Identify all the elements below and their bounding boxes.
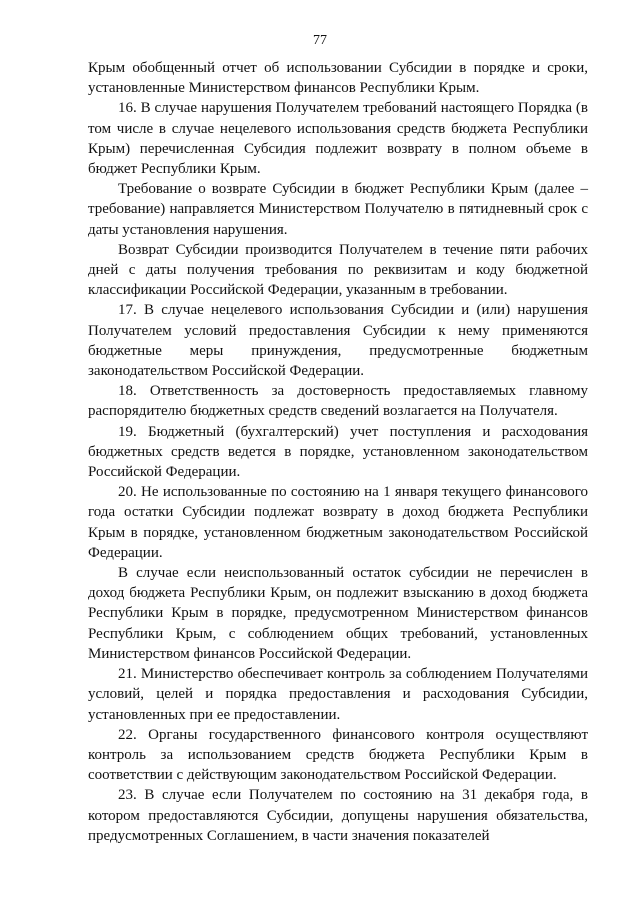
document-body [88,58,588,846]
paragraph-23: 23. В случае если Получателем по состоянию на 31 декабря года, в котором предоставляются Субсидии, допущены нарушения обязательства, предусмотренных Соглашением, в части значения показателей [88,787,588,844]
paragraph-20: 20. Не использованные по состоянию на 1 января текущего финансового года остатки Субсидии подлежат возврату в доход бюджета Республики Крым в порядке, установленном бюджетным законодательством Российской Федерации. [88,484,588,561]
paragraph-16-demand: Требование о возврате Субсидии в бюджет Республики Крым (далее – требование) направляется Министерством Получателю в пятидневный срок с даты установления нарушения. [88,181,588,238]
paragraph-20-unspent: В случае если неиспользованный остаток субсидии не перечислен в доход бюджета Республики Крым, он подлежит взысканию в доход бюджета Республики Крым в порядке, предусмотренном Министерством финансов Республики Крым, с соблюдением общих требований, установленных Министерством финансов Российской Федерации. [88,565,588,662]
paragraph-16-return: Возврат Субсидии производится Получателем в течение пяти рабочих дней с даты получения требования по реквизитам и коду бюджетной классификации Российской Федерации, указанным в требовании. [88,241,588,299]
paragraph-21: 21. Министерство обеспечивает контроль за соблюдением Получателями условий, целей и порядка предоставления и расходования Субсидии, установленных при ее предоставлении. [88,666,588,723]
paragraph-19: 19. Бюджетный (бухгалтерский) учет поступления и расходования бюджетных средств ведется в порядке, установленном законодательством Российской Федерации. [88,423,588,481]
paragraph-continuation: Крым обобщенный отчет об использовании Субсидии в порядке и сроки, установленные Министерством финансов Республики Крым. [88,60,588,97]
paragraph-22: 22. Органы государственного финансового контроля осуществляют контроль за использованием средств бюджета Республики Крым в соответствии с действующим законодательством Российской Федерации. [88,726,588,784]
page-number: 77 [313,33,327,48]
paragraph-17: 17. В случае нецелевого использования Субсидии и (или) нарушения Получателем условий предоставления Субсидии к нему применяются бюджетные меры принуждения, предусмотренные бюджетным законодательством Российской Федерации. [88,302,588,380]
paragraph-18: 18. Ответственность за достоверность предоставляемых главному распорядителю бюджетных средств сведений возлагается на Получателя. [88,383,588,420]
paragraph-16: 16. В случае нарушения Получателем требований настоящего Порядка (в том числе в случае нецелевого использования средств бюджета Республики Крым) перечисленная Субсидия подлежит возврату в полном объеме в бюджет Республики Крым. [88,100,588,178]
